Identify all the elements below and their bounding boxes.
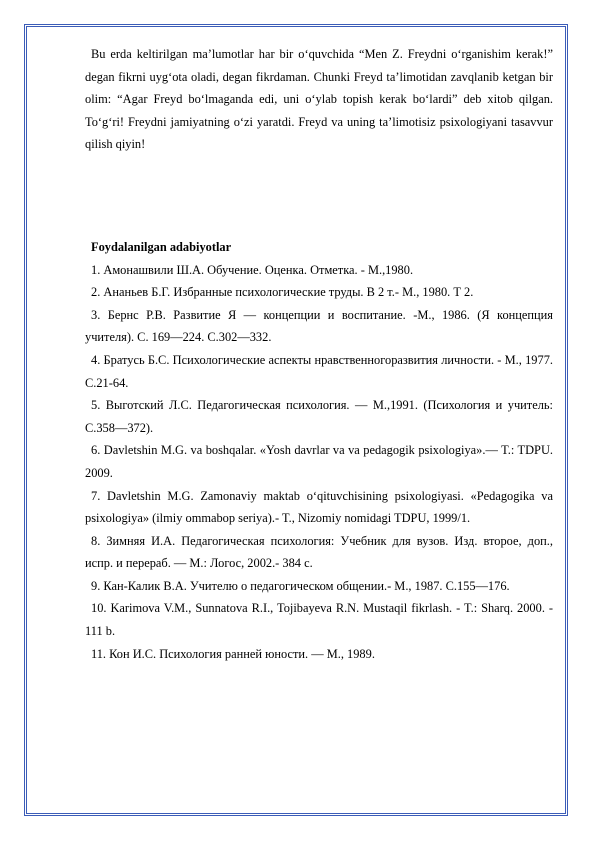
references-heading: Foydalanilgan adabiyotlar [91, 239, 232, 254]
reference-item: 5. Выготский Л.С. Педагогическая психология. — М.,1991. (Психология и учитель: С.358—372). [85, 398, 553, 435]
reference-item: 6. Davletshin M.G. va boshqalar. «Yosh davrlar va va pedagogik psixologiya».— T.: TDPU. 2009. [85, 443, 553, 480]
reference-item: 8. Зимняя И.А. Педагогическая психология: Учебник для вузов. Изд. второе, доп., испр. и перераб. — М.: Логос, 2002.- 384 с. [85, 533, 553, 571]
references-list [85, 259, 553, 666]
reference-item: 7. Davletshin M.G. Zamonaviy maktab o‘qituvchisining psixologiyasi. «Pedagogika va psixologiya» (ilmiy ommabop seriya).- T., Nizomiy nomidagi TDPU, 1999/1. [85, 488, 553, 526]
reference-item: 1. Амонашвили Ш.А. Обучение. Оценка. Отметка. - М.,1980. [91, 262, 414, 277]
reference-item: 9. Кан-Калик В.А. Учителю о педагогическом общении.- М., 1987. С.155—176. [91, 578, 510, 593]
reference-item: 3. Бернс Р.В. Развитие Я — концепции и воспитание. -М., 1986. (Я концепция учителя). С. 169—224. С.302—332. [85, 307, 553, 345]
reference-item: 4. Братусь Б.С. Психологические аспекты нравственногоразвития личности. - М., 1977. С.21-64. [85, 352, 553, 390]
reference-item: 2. Ананьев Б.Г. Избранные психологические труды. В 2 т.- М., 1980. Т 2. [91, 285, 474, 300]
reference-item: 11. Кон И.С. Психология ранней юности. — М., 1989. [91, 646, 375, 661]
document-body [85, 43, 553, 665]
section-spacer [85, 156, 553, 236]
reference-item: 10. Karimova V.M., Sunnatova R.I., Tojibayeva R.N. Mustaqil fikrlash. - T.: Sharq. 2000. - 111 b. [85, 601, 553, 639]
intro-paragraph: Bu erda keltirilgan ma’lumotlar har bir o‘quvchida “Men Z. Freydni o‘rganishim kerak!” degan fikrni uyg‘ota oladi, degan fikrdaman. Chunki Freyd ta’limotidan zavqlanib ketgan bir olim: “Agar Freyd bo‘lmaganda edi, uni o‘ylab topish kerak bo‘lardi” deb xitob qilgan. To‘g‘ri! Freydni jamiyatning o‘zi yaratdi. Freyd va uning ta’limotisiz psixologiyani tasavvur qilish qiyin! [85, 47, 553, 152]
